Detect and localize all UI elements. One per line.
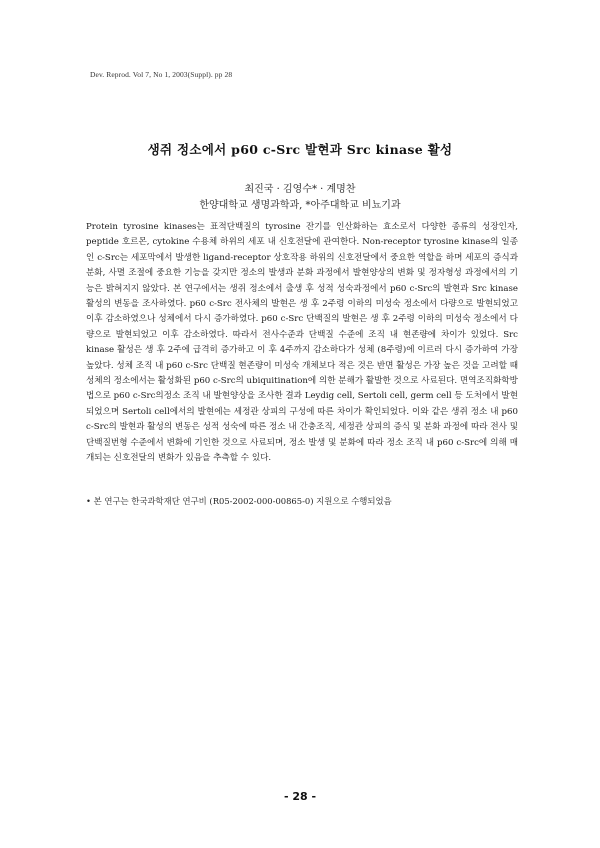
abstract-paragraph: Protein tyrosine kinases는 표적단백질의 tyrosine 잔기를 인산화하는 효소로서 다양한 종류의 성장인자, peptide 호르몬, cytokine 수용체 하위의 세포 내 신호전달에 관여한다. Non-receptor tyrosine kinase의 일종인 c-Src는 세포막에서 발생한 ligand-receptor 상호작용 하위의 신호전달에서 중요한 역할을 하며 세포의 증식과 분화, 사멸 조절에 중요한 기능을 갖지만 정소의 발생과 분화 과정에서 발현양상의 변화 및 정자형성 과정에서의 기능은 밝혀지지 않았다. 본 연구에서는 생쥐 정소에서 출생 후 성적 성숙과정에서 p60 c-Src의 발현과 Src kinase 활성의 변동을 조사하였다. p60 c-Src 전사체의 발현은 생 후 2주령 이하의 미성숙 정소에서 다량으로 발현되었고 이후 감소하였으나 성체에서 다시 증가하였다. p60 c-Src 단백질의 발현은 생 후 2주령 이하의 미성숙 정소에서 다량으로 발현되었고 이후 감소하였다. 따라서 전사수준과 단백질 수준에 조직 내 현존량에 차이가 있었다. Src kinase 활성은 생 후 2주에 급격히 증가하고 이 후 4주까지 감소하다가 성체 (8주령)에 이르러 다시 증가하여 가장 높았다. 성체 조직 내 p60 c-Src 단백질 현존량이 미성숙 개체보다 적은 것은 반면 활성은 가장 높은 것을 고려할 때 성체의 정소에서는 활성화된 p60 c-Src의 ubiquitination에 의한 분해가 활발한 것으로 사료된다. 면역조직화학방법으로 p60 c-Src의정소 조직 내 발현양상을 조사한 결과 Leydig cell, Sertoli cell, germ cell 등 도처에서 발현되었으며 Sertoli cell에서의 발현에는 세정관 상피의 구성에 따른 차이가 확인되었다. 이와 같은 생쥐 정소 내 p60 c-Src의 발현과 활성의 변동은 성적 성숙에 따른 정소 내 간충조직, 세정관 상피의 증식 및 분화 과정에 따라 전사 및 단백질번형 수준에서 변화에 기인한 것으로 사료되며, 정소 발생 및 분화에 따라 정소 조직 내 p60 c-Src에 의해 매개되는 신호전달의 변화가 있음을 추측할 수 있다. bbox=[86, 222, 518, 464]
abstract-body bbox=[86, 220, 518, 467]
affiliation: 한양대학교 생명과학과, *아주대학교 비뇨기과 bbox=[199, 200, 401, 211]
funding-footnote: • 본 연구는 한국과학재단 연구비 (R05-2002-000-00865-0) 지원으로 수행되었음 bbox=[86, 496, 392, 506]
author-list: 최진국 · 김영수* · 계명찬 bbox=[244, 184, 356, 195]
page-number: - 28 - bbox=[283, 790, 317, 803]
paper-title: 생쥐 정소에서 p60 c-Src 발현과 Src kinase 활성 bbox=[147, 142, 453, 157]
journal-reference: Dev. Reprod. Vol 7, No 1, 2003(Suppl). pp 28 bbox=[90, 70, 233, 79]
